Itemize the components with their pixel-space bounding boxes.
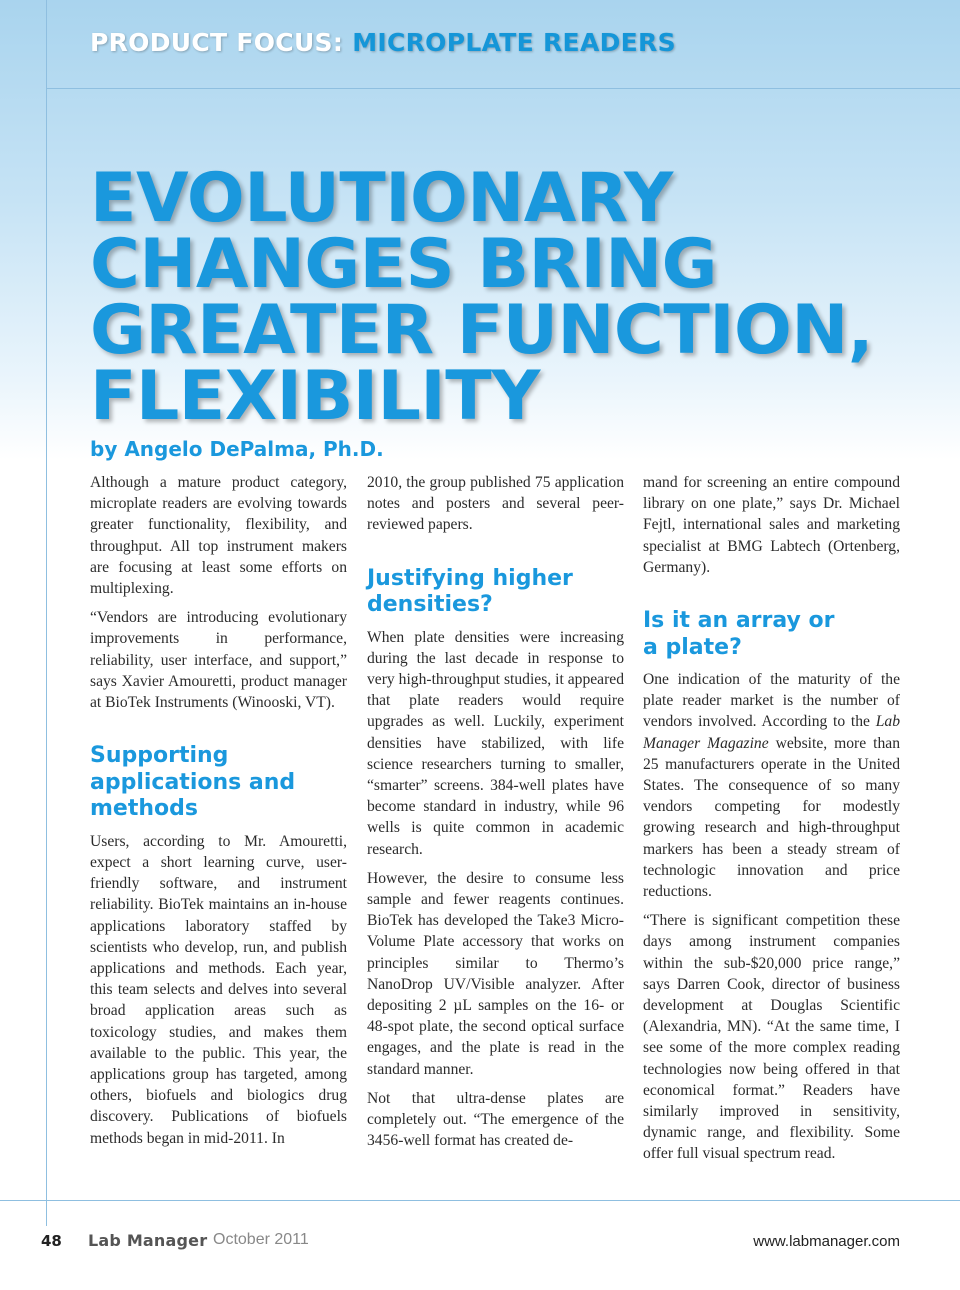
- column-3: [643, 472, 900, 1173]
- section-heading: Supporting applications and methods: [90, 743, 296, 822]
- issue-date: October 2011: [213, 1231, 309, 1248]
- article-headline: [90, 159, 950, 436]
- headline-line: FLEXIBILITY: [90, 357, 540, 436]
- kicker-topic: MICROPLATE READERS: [352, 28, 676, 57]
- paragraph-text: website, more than 25 manufacturers operate in the United States. The consequence of so many vendors competing for modestly growing research and high-throughput markers has been a steady stream of technologic innovation and price reductions.: [643, 734, 900, 901]
- section-kicker: [90, 28, 676, 57]
- headline-line: GREATER FUNCTION,: [90, 291, 874, 370]
- paragraph: Users, according to Mr. Amouretti, expect a short learning curve, user-friendly software, and instrument reliability. BioTek maintains an in-house applications laboratory staffed by scientists who develop, run, and publish applications and methods. Each year, this team selects and delves into several broad application areas such as toxicology studies, and makes them available to the public. This year, the applications group has targeted, among others, biofuels and biologics drug discovery. Publications of biofuels methods began in mid-2011. In: [90, 832, 347, 1147]
- headline-line: EVOLUTIONARY: [90, 159, 673, 238]
- magazine-name: Lab Manager: [88, 1231, 208, 1250]
- magazine-reference: Lab Manager Magazine: [643, 713, 900, 752]
- headline-line: CHANGES BRING: [90, 225, 717, 304]
- paragraph: When plate densities were increasing during the last decade in response to very high-throughput studies, it appeared that plate readers would require upgrades as well. Luckily, experiment densities have stabilized, with life science researchers turning to smaller, “smarter” screens. 384-well plates have become standard in industry, while 96 wells is quite common in academic research.: [367, 628, 624, 858]
- paragraph-text: One indication of the maturity of the plate reader market is the number of vendors involved. According to the: [643, 671, 900, 731]
- page-footer: [0, 1226, 960, 1260]
- column-1: [90, 472, 347, 1157]
- paragraph: “There is significant competition these days among instrument companies within the sub-$20,000 price range,” says Darren Cook, director of business development at Douglas Scientific (Alexandria, MN). “At the same time, I see some of the more complex reading technologies now being offered in that economical format.” Readers have similarly improved in sensitivity, dynamic range, and flexibility. Some offer full visual spectrum read.: [643, 912, 900, 1163]
- paragraph: 2010, the group published 75 application notes and posters and several peer-reviewed papers.: [367, 474, 624, 534]
- paragraph: “Vendors are introducing evolutionary improvements in performance, reliability, user interface, and support,” says Xavier Amouretti, product manager at BioTek Instruments (Winooski, VT).: [90, 609, 347, 712]
- section-heading: Justifying higher densities?: [367, 565, 573, 618]
- page-number: 48: [41, 1232, 62, 1250]
- paragraph: However, the desire to consume less sample and fewer reagents continues. BioTek has developed the Take3 Micro-Volume Plate accessory that works on principles similar to Thermo’s NanoDrop UV/Visible analyzer. After depositing 2 µL samples on the 16- or 48-spot plate, the second optical surface engages, and the plate is read in the standard manner.: [367, 869, 624, 1078]
- section-heading: Is it an array or a plate?: [643, 608, 835, 660]
- website-link[interactable]: www.labmanager.com: [753, 1233, 900, 1250]
- paragraph: mand for screening an entire compound library on one plate,” says Dr. Michael Fejtl, international sales and marketing specialist at BMG Labtech (Ortenberg, Germany).: [643, 474, 900, 576]
- header-rule: [46, 88, 960, 89]
- left-margin-rule: [46, 0, 47, 1226]
- column-2: [367, 472, 624, 1159]
- byline: by Angelo DePalma, Ph.D.: [90, 437, 384, 461]
- kicker-prefix: PRODUCT FOCUS:: [90, 28, 344, 57]
- paragraph: [643, 669, 900, 902]
- paragraph: Although a mature product category, microplate readers are evolving towards greater functionality, flexibility, and throughput. All top instrument makers are focusing at least some efforts on multiplexing.: [90, 474, 347, 598]
- paragraph: Not that ultra-dense plates are completely out. “The emergence of the 3456-well format has created de-: [367, 1089, 624, 1150]
- footer-rule: [0, 1200, 960, 1201]
